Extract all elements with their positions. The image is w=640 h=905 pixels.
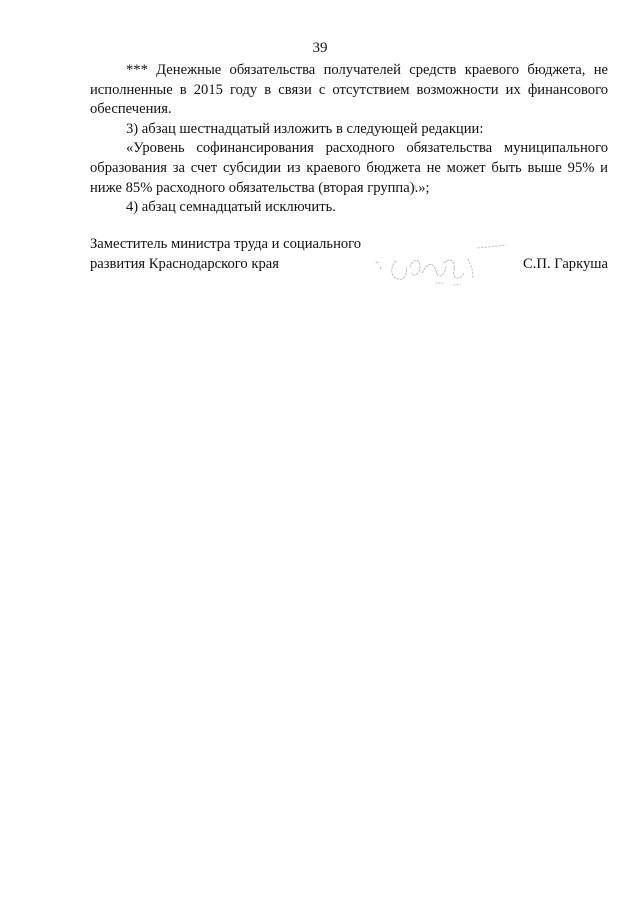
amendment-item-3: 3) абзац шестнадцатый изложить в следующей редакции: <box>126 120 484 137</box>
signatory-position <box>90 235 361 274</box>
scan-speck <box>414 185 416 190</box>
signatory-name: С.П. Гаркуша <box>523 255 608 272</box>
amendment-item-4: 4) абзац семнадцатый исключить. <box>126 199 336 216</box>
quoted-new-wording: «Уровень софинансирования расходного обязательства муниципального образования за счет субсидии из краевого бюджета не может быть выше 95% и ниже 85% расходного обязательства (вторая группа).»; <box>90 140 608 196</box>
signature-block <box>90 235 608 285</box>
document-body <box>90 61 608 218</box>
signatory-position-line-1: Заместитель министра труда и социального <box>90 236 362 252</box>
handwritten-signature <box>370 239 510 289</box>
signatory-position-line-2: развития Краснодарского края <box>90 255 279 272</box>
page-number: 39 <box>312 40 328 56</box>
footnote-paragraph: *** Денежные обязательства получателей средств краевого бюджета, не исполненные в 2015 году в связи с отсутствием возможности их финансового обеспечения. <box>90 62 608 118</box>
